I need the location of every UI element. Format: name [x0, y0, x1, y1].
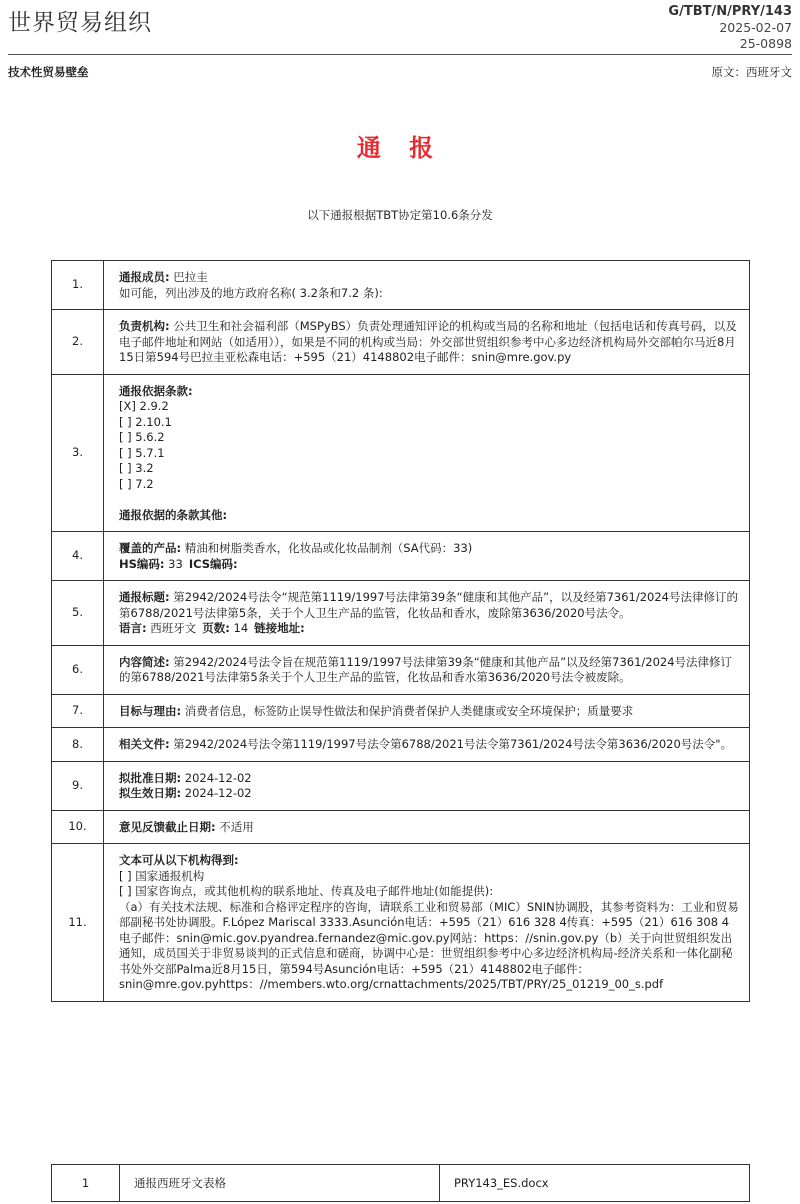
row-number: 10. [52, 810, 104, 844]
field-label: 内容简述: [119, 654, 170, 669]
field-value: 第2942/2024号法令第1119/1997号法令第6788/2021号法令第7361/2024号法令第3636/2020号法令"。 [169, 737, 733, 751]
row-number: 7. [52, 694, 104, 728]
field-value: 公共卫生和社会福利部（MSPyBS）负责处理通知评论的机构或当局的名称和地址（包括电话和传真号码，以及电子邮件地址和网站（如适用）），如果是不同的机构或当局：外交部世贸组织参考中心多边经济机构局外交部帕尔马近8月15日第594号巴拉圭亚松森电话：+595（21）4148802电子邮件：snin@mre.gov.py [119, 319, 737, 364]
row-number: 11. [52, 844, 104, 1002]
field-value: 不适用 [215, 819, 254, 834]
checkbox-option: [ ] 国家通报机构 [119, 868, 205, 883]
effective-date-label: 拟生效日期: [119, 786, 182, 800]
attachment-file-link[interactable]: PRY143_ES.docx [440, 1165, 750, 1202]
row-content [104, 810, 750, 844]
field-value: 巴拉圭 [169, 270, 208, 284]
table-row [52, 694, 750, 728]
table-row [52, 310, 750, 375]
field-value: 第2942/2024号法令“规范第1119/1997号法律第39条“健康和其他产品”，以及经第7361/2024号法律修订的第6788/2021号法律第5条，关于个人卫生产品的监管，化妆品和香水，废除第3636/2020号法令。 [119, 590, 738, 620]
row-number: 9. [52, 761, 104, 810]
row-number: 8. [52, 728, 104, 762]
row-number: 6. [52, 645, 104, 694]
field-label: 目标与理由: [119, 703, 182, 718]
document-symbol: G/TBT/N/PRY/143 [668, 4, 792, 19]
row-number: 3. [52, 374, 104, 532]
row-content [104, 694, 750, 728]
approval-date-label: 拟批准日期: [119, 770, 182, 785]
field-value: 精油和树脂类香水，化妆品或化妆品制剂（SA代码：33) [181, 541, 473, 555]
language-value: 西班牙文 [146, 621, 197, 635]
notice-title: 通 报 [356, 134, 444, 162]
field-label: 相关文件: [119, 737, 170, 751]
row-number: 2. [52, 310, 104, 375]
org-name: 世界贸易组织 [8, 10, 152, 36]
effective-date-value: 2024-12-02 [181, 786, 252, 800]
document-meta [668, 4, 792, 52]
ics-label: ICS编码: [188, 556, 238, 571]
spacer [119, 492, 739, 508]
field-label: 通报标题: [119, 590, 170, 604]
row-content [104, 261, 750, 310]
checkbox-option: [X] 2.9.2 [119, 399, 169, 413]
table-row [52, 645, 750, 694]
field-label: 覆盖的产品: [119, 541, 182, 555]
hs-label: HS编码: [119, 556, 165, 571]
original-language: 原文：西班牙文 [711, 65, 792, 79]
checkbox-option: [ ] 5.7.1 [119, 445, 165, 460]
hs-value: 33 [164, 556, 183, 571]
table-row [52, 581, 750, 646]
row-content [104, 728, 750, 762]
table-row [52, 810, 750, 844]
checkbox-option: [ ] 5.6.2 [119, 430, 165, 444]
table-row [52, 532, 750, 581]
table-row [52, 844, 750, 1002]
language-label: 语言: [119, 621, 147, 635]
table-row [52, 374, 750, 532]
link-label: 链接地址: [254, 621, 305, 635]
table-row [52, 728, 750, 762]
committee-name: 技术性贸易壁垒 [8, 65, 89, 79]
attachments-table [51, 1164, 750, 1202]
contact-details: （a）有关技术法规、标准和合格评定程序的咨询，请联系工业和贸易部（MIC）SNIN协调股，其参考资料为：工业和贸易部副秘书处协调股。F.López Mariscal 3333.Asunción电话：+595（21）616 328 4传真：+595（21）616 308 4电子邮件：snin@mic.gov.pyandrea.fernandez@mic.gov.py网站：https：//snin.gov.py（b）关于向世贸组织发出通知，成员国关于非贸易谈判的正式信息和磋商，协调中心是：世贸组织参考中心多边经济机构局-经济关系和一体化副秘书处外交部Palma近8月15日，第594号Asunción电话：+595（21）4148802电子邮件：snin@mre.gov.pyhttps：//members.wto.org/crnattachments/2025/TBT/PRY/25_01219_00_s.pdf [119, 899, 739, 991]
row-content [104, 645, 750, 694]
field-label: 文本可从以下机构得到: [119, 853, 239, 867]
notice-subtitle: 以下通报根据TBT协定第10.6条分发 [307, 208, 493, 222]
approval-date-value: 2024-12-02 [181, 770, 252, 785]
row-content [104, 532, 750, 581]
field-label: 通报依据条款: [119, 383, 193, 398]
row-content [104, 310, 750, 375]
table-row [52, 261, 750, 310]
field-value: 消费者信息，标签防止误导性做法和保护消费者保护人类健康或安全环境保护；质量要求 [181, 703, 634, 718]
row-number: 4. [52, 532, 104, 581]
field-label: 负责机构: [119, 319, 170, 333]
row-content [104, 374, 750, 532]
document-date: 2025-02-07 [719, 20, 792, 35]
checkbox-option: [ ] 7.2 [119, 476, 154, 491]
attachment-number: 1 [52, 1165, 120, 1202]
row-number: 1. [52, 261, 104, 310]
row-number: 5. [52, 581, 104, 646]
table-row [52, 1165, 750, 1202]
field-label: 通报成员: [119, 270, 170, 284]
field-note: 如可能，列出涉及的地方政府名称( 3.2条和7.2 条): [119, 285, 383, 300]
notification-table [51, 260, 750, 1002]
checkbox-option: [ ] 3.2 [119, 461, 154, 475]
document-number: 25-0898 [739, 36, 792, 51]
row-content [104, 761, 750, 810]
checkbox-option: [ ] 2.10.1 [119, 414, 172, 429]
field-value: 第2942/2024号法令旨在规范第1119/1997号法律第39条“健康和其他产品”以及经第7361/2024号法律修订的第6788/2021号法律第5条关于个人卫生产品的监管，化妆品和香水第3636/2020号法令被废除。 [119, 654, 733, 684]
table-row [52, 761, 750, 810]
pages-value: 14 [229, 621, 249, 635]
field-label: 意见反馈截止日期: [119, 819, 216, 834]
checkbox-option: [ ] 国家咨询点，或其他机构的联系地址、传真及电子邮件地址(如能提供): [119, 884, 494, 898]
row-content [104, 581, 750, 646]
attachment-name: 通报西班牙文表格 [120, 1165, 440, 1202]
row-content [104, 844, 750, 1002]
header-divider [8, 54, 792, 55]
field-label: 通报依据的条款其他: [119, 507, 228, 522]
pages-label: 页数: [202, 621, 230, 635]
